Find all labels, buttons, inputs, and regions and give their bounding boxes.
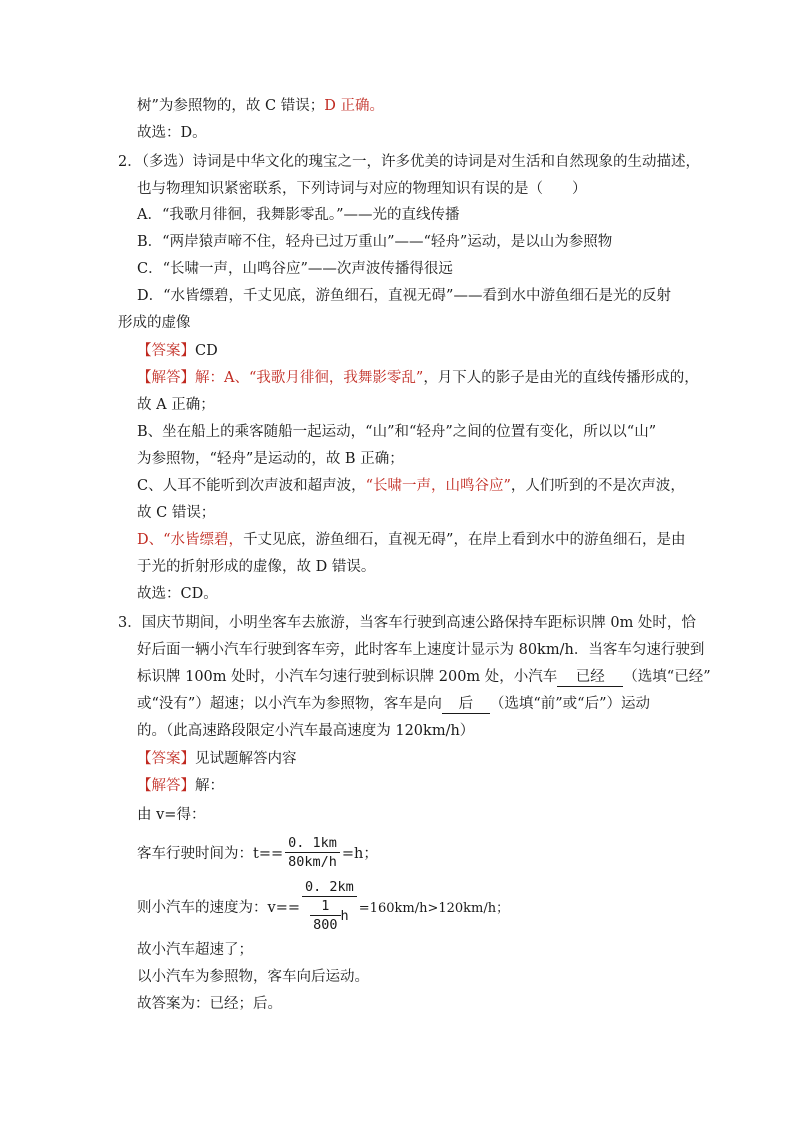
q2-option-d-line-1: D．“水皆缥碧，千丈见底，游鱼细石，直视无碍”——看到水中游鱼细石是光的反射 (137, 288, 671, 304)
q3-stem-line-5: 的。（此高速路段限定小汽车最高速度为 120km/h） (137, 723, 475, 739)
q2-analysis-c-quote: “长啸一声，山鸣谷应” (365, 478, 511, 494)
analysis-label: 【解答】 (137, 370, 195, 386)
q2-option-c: C．“长啸一声，山鸣谷应”——次声波传播得很远 (137, 261, 453, 277)
q3-blank-1: 已经 (557, 668, 623, 687)
q3-speed-denominator (302, 897, 357, 934)
q2-stem-text-1: （多选）诗词是中华文化的瑰宝之一，许多优美的诗词是对生活和自然现象的生动描述， (141, 154, 700, 170)
q2-analysis-a-line-1 (137, 368, 699, 388)
answer-label: 【答案】 (137, 751, 195, 767)
q3-speed-sub-fraction (310, 897, 340, 934)
q3-stem-line-4 (137, 694, 650, 714)
q3-formula-intro: 由 v=得： (137, 807, 206, 823)
q3-answer (137, 749, 297, 769)
prev-analysis-line (137, 96, 384, 116)
q3-stem-text-4b: （选填“前”或“后”）运动 (489, 696, 650, 712)
q2-analysis-c-text-2: ，人们听到的不是次声波， (510, 478, 685, 494)
q3-time-formula (137, 832, 378, 872)
q2-analysis-d-prefix: D、 (137, 532, 164, 548)
q3-stem-line-3 (137, 667, 711, 687)
q3-stem-text-3b: （选填“已经” (623, 669, 711, 685)
q3-final-answer: 故答案为：已经；后。 (137, 996, 282, 1012)
q3-conclusion-2: 以小汽车为参照物，客车向后运动。 (137, 969, 369, 985)
q2-analysis-d-quote: “水皆缥碧， (163, 532, 244, 548)
q2-analysis-a-text: ，月下人的影子是由光的直线传播形成的， (423, 370, 699, 386)
q2-analysis-d-line-2: 于光的折射形成的虚像，故 D 错误。 (137, 559, 376, 575)
q2-option-a: A．“我歌月徘徊，我舞影零乱。”——光的直线传播 (137, 207, 460, 223)
q2-option-d-line-2: 形成的虚像 (118, 315, 191, 331)
prev-choose: 故选：D。 (137, 125, 207, 141)
q3-analysis-heading (137, 776, 224, 796)
q2-option-b: B．“两岸猿声啼不住，轻舟已过万重山”——“轻舟”运动，是以山为参照物 (137, 234, 613, 250)
q2-number: 2． (118, 154, 142, 170)
q2-analysis-c-line-1 (137, 476, 685, 496)
q3-speed-fraction (302, 878, 357, 934)
q3-stem-text-3: 标识牌 100m 处时，小汽车匀速行驶到标识牌 200m 处，小汽车 (137, 669, 558, 685)
q2-answer (137, 341, 218, 361)
q3-speed-sub-denominator: 800 (313, 917, 338, 933)
q3-time-label: 客车行驶时间为：t== (137, 845, 284, 862)
q2-analysis-a-line-2: 故 A 正确； (137, 397, 215, 413)
q3-speed-numerator: 0. 2km (302, 878, 357, 897)
prev-analysis-text: 树”为参照物的，故 C 错误； (137, 98, 325, 114)
q3-analysis-prefix: 解： (195, 778, 224, 794)
q3-time-result: =h； (341, 845, 378, 862)
q3-time-numerator: 0. 1km (285, 834, 340, 853)
q2-choose: 故选：CD。 (137, 586, 218, 602)
q3-speed-formula (137, 878, 509, 934)
q2-analysis-d-line-1 (137, 530, 685, 550)
q2-analysis-b-line-2: 为参照物，“轻舟”是运动的，故 B 正确； (137, 451, 404, 467)
analysis-label: 【解答】 (137, 778, 195, 794)
q3-stem-line-2: 好后面一辆小汽车行驶到客车旁，此时客车上速度计显示为 80km/h．当客车匀速行驶到 (137, 642, 705, 658)
q2-answer-value: CD (195, 343, 218, 359)
q3-speed-sub-numerator: 1 (310, 897, 340, 916)
q3-stem-line-1 (118, 613, 696, 633)
q2-stem-line-2: 也与物理知识紧密联系，下列诗词与对应的物理知识有误的是（ ） (137, 181, 587, 197)
q3-time-fraction (285, 834, 340, 871)
q2-stem-line-1 (118, 152, 700, 172)
q2-analysis-b-line-1: B、坐在船上的乘客随船一起运动，“山”和“轻舟”之间的位置有变化，所以以“山” (137, 424, 657, 440)
q3-speed-sub-unit: h (340, 907, 349, 924)
q3-speed-result: =160km/h>120km/h； (358, 900, 510, 916)
q3-stem-text-1: 国庆节期间，小明坐客车去旅游，当客车行驶到高速公路保持车距标识牌 0m 处时，恰 (141, 615, 696, 631)
q3-speed-label: 则小汽车的速度为：v== (137, 899, 300, 916)
q2-analysis-d-text: 千丈见底，游鱼细石，直视无碍”，在岸上看到水中的游鱼细石，是由 (243, 532, 686, 548)
q3-blank-2: 后 (442, 695, 490, 714)
q3-stem-text-4: 或“没有”）超速；以小汽车为参照物，客车是向 (137, 696, 442, 712)
q3-time-denominator: 80km/h (288, 853, 337, 870)
q2-analysis-c-line-2: 故 C 错误； (137, 505, 216, 521)
prev-analysis-conclusion: D 正确。 (324, 98, 384, 114)
answer-label: 【答案】 (137, 343, 195, 359)
q3-number: 3． (118, 615, 142, 631)
q3-conclusion-1: 故小汽车超速了； (137, 942, 253, 958)
q2-analysis-c-text: C、人耳不能听到次声波和超声波， (137, 478, 366, 494)
q3-answer-value: 见试题解答内容 (195, 751, 297, 767)
q2-analysis-a-prefix: 解：A、 (195, 370, 249, 386)
q2-analysis-a-quote: “我歌月徘徊，我舞影零乱” (248, 370, 424, 386)
